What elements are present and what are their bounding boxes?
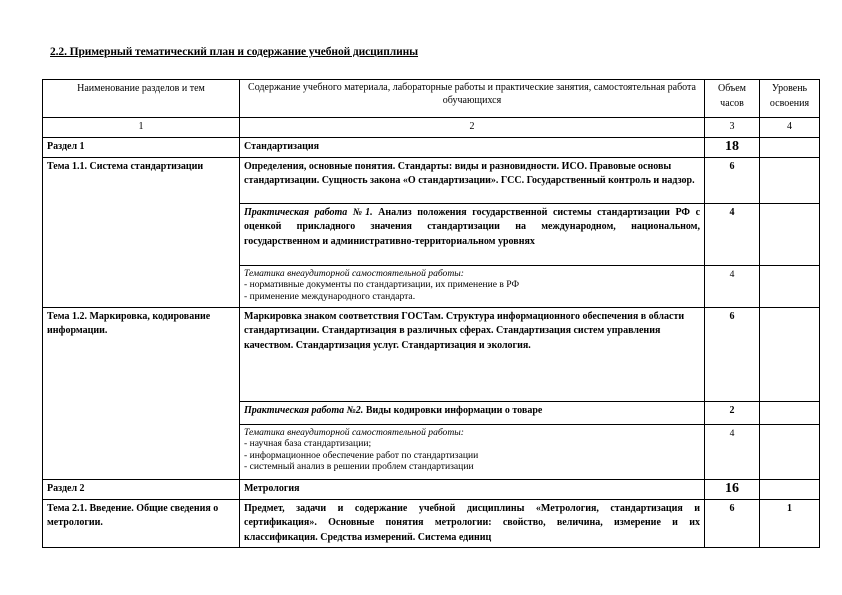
practice-hours: 4	[705, 203, 760, 265]
independent-work-item: - применение международного стандарта.	[244, 290, 416, 302]
col-number-3: 3	[705, 118, 760, 138]
topic-hours: 6	[705, 157, 760, 203]
topic-level	[760, 307, 820, 401]
column-number-row	[43, 118, 820, 138]
independent-work-hours: 4	[705, 265, 760, 307]
practice-content	[240, 203, 705, 265]
thematic-plan-table	[42, 79, 820, 548]
independent-work-item: - научная база стандартизации;	[244, 438, 372, 450]
practice-text: Виды кодировки информации о товаре	[363, 404, 543, 416]
topic-row-1-2-lecture	[43, 307, 820, 401]
topic-row-1-1-lecture	[43, 157, 820, 203]
topic-level	[760, 157, 820, 203]
section-row-1	[43, 137, 820, 157]
independent-work-level	[760, 265, 820, 307]
topic-name: Тема 1.2. Маркировка, кодирование информации.	[43, 307, 240, 479]
topic-content: Маркировка знаком соответствия ГОСТам. Структура информационного обеспечения в области стандартизации. Стандартизация в различных сферах. Стандартизация систем управления качеством. Стандартизация услуг. Стандартизация и экология.	[240, 307, 705, 401]
independent-work-item: - информационное обеспечение работ по стандартизации	[244, 449, 479, 461]
section-row-2	[43, 479, 820, 499]
independent-work-item: - нормативные документы по стандартизации, их применение в РФ	[244, 279, 520, 291]
section-hours: 18	[705, 137, 760, 157]
practice-level	[760, 203, 820, 265]
independent-work-item: - системный анализ в решении проблем стандартизации	[244, 461, 474, 473]
practice-text: Анализ положения государственной системы стандартизации РФ с оценкой прикладного значения стандартизации на международном, национальном, государственном и административно-территориальном уровнях	[244, 206, 701, 247]
header-level: Уровень освоения	[760, 80, 820, 118]
topic-content: Предмет, задачи и содержание учебной дисциплины «Метрология, стандартизация и сертификация». Основные понятия метрологии: свойство, величина, измерение и их классификация. Средства измерений. Система единиц	[240, 499, 705, 548]
section-heading: 2.2. Примерный тематический план и содержание учебной дисциплины	[50, 46, 419, 58]
col-number-4: 4	[760, 118, 820, 138]
topic-content: Определения, основные понятия. Стандарты: виды и разновидности. ИСО. Правовые основы стандартизации. Сущность закона «О стандартизации». ГСС. Государственный контроль и надзор.	[240, 157, 705, 203]
section-title: Стандартизация	[240, 137, 705, 157]
col-number-2: 2	[240, 118, 705, 138]
practice-hours: 2	[705, 401, 760, 424]
topic-hours: 6	[705, 307, 760, 401]
practice-level	[760, 401, 820, 424]
independent-work-title: Тематика внеаудиторной самостоятельной работы:	[244, 426, 464, 438]
independent-work-content	[240, 265, 705, 307]
independent-work-content	[240, 424, 705, 479]
independent-work-hours: 4	[705, 424, 760, 479]
practice-label: Практическая работа №1.	[244, 206, 373, 218]
section-level	[760, 479, 820, 499]
topic-name: Тема 1.1. Система стандартизации	[43, 157, 240, 307]
header-row	[43, 80, 820, 118]
section-hours: 16	[705, 479, 760, 499]
section-title: Метрология	[240, 479, 705, 499]
practice-label: Практическая работа №2.	[244, 404, 364, 416]
header-name: Наименование разделов и тем	[43, 80, 240, 118]
independent-work-title: Тематика внеаудиторной самостоятельной работы:	[244, 267, 464, 279]
practice-content	[240, 401, 705, 424]
topic-row-2-1-lecture	[43, 499, 820, 548]
header-content: Содержание учебного материала, лабораторные работы и практические занятия, самостоятельная работа обучающихся	[240, 80, 705, 118]
topic-level: 1	[760, 499, 820, 548]
independent-work-level	[760, 424, 820, 479]
section-label: Раздел 1	[43, 137, 240, 157]
header-hours: Объем часов	[705, 80, 760, 118]
section-level	[760, 137, 820, 157]
section-label: Раздел 2	[43, 479, 240, 499]
col-number-1: 1	[43, 118, 240, 138]
topic-hours: 6	[705, 499, 760, 548]
topic-name: Тема 2.1. Введение. Общие сведения о метрологии.	[43, 499, 240, 548]
